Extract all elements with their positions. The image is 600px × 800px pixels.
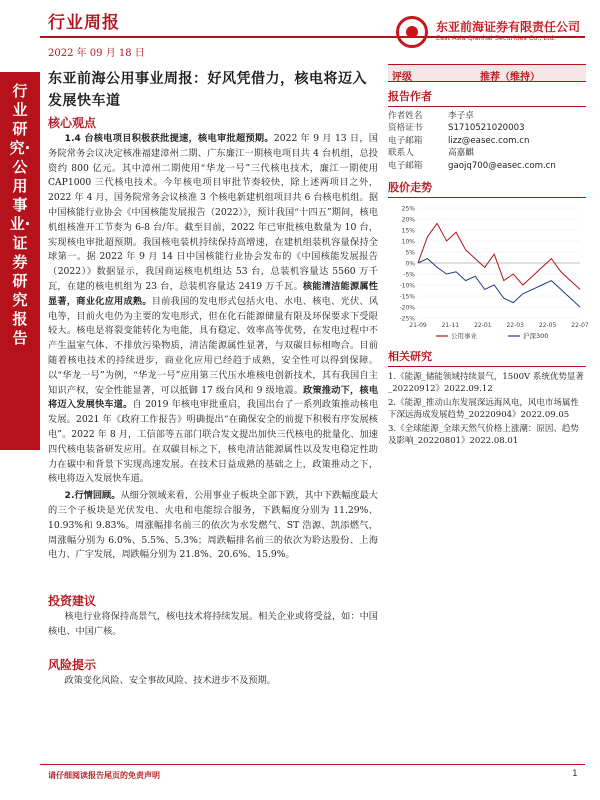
section-invest-title: 投资建议 <box>48 594 97 608</box>
p1-lead: 1.4 台核电项目积极获批提速，核电审批超预期。 <box>64 133 274 144</box>
x-tick-label: 22-01 <box>474 321 492 329</box>
invest-body <box>48 610 378 640</box>
report-type-title: 行业周报 <box>48 13 120 33</box>
y-tick-label: 25% <box>401 205 415 212</box>
related-list <box>388 371 586 449</box>
sidebar-category-text: 行业研究·公用事业·证券研究报告 <box>9 82 31 347</box>
analyst-field-value: 李子卓 <box>448 110 474 121</box>
section-risk-title: 风险提示 <box>48 658 97 672</box>
company-logo <box>396 14 586 54</box>
analyst-row <box>388 135 586 148</box>
x-tick-label: 22-07 <box>571 321 589 329</box>
analyst-row <box>388 160 586 173</box>
analyst-field-label: 作者姓名 <box>388 110 423 121</box>
logo-name-cn: 东亚前海证券有限责任公司 <box>436 20 581 34</box>
related-item[interactable]: 2.《能源_推动山东发展深远海风电，风电市场属性下深远海成发展趋势_20220904》2022.09.05 <box>388 397 579 421</box>
y-tick-label: 0% <box>405 260 415 267</box>
p1c-text: 自 2019 年核电审批重启，我国出台了一系列政策推动核电发展。2021 年《政府工作报告》明确提出“在确保安全的前提下积极有序发展核电”。2022 年 8 月，工信部等五部门联合发文提出加快三代核电的批量化、加速四代核电装备研发应用。在双碳目标之下，核电清洁能源属性以及发电稳定性助力在碳中和背景下实现高速发展。在技术日益成熟的基础之上，政策推动之下，核电将迈入发展快车道。 <box>48 399 379 485</box>
stock-chart <box>388 202 589 342</box>
footer-divider <box>40 764 585 765</box>
y-tick-label: -15% <box>399 293 415 300</box>
report-date: 2022 年 09 月 18 日 <box>48 48 145 59</box>
analyst-row <box>388 110 586 123</box>
p1b-text: 目前我国的发电形式包括火电、水电、核电、光伏、风电等，目前火电仍为主要的发电形式，但在化石能源储量有限及环保要求下受限较大。核电是将裂变能转化为电能，具有稳定、效率高等优势，在发电过程中不产生温室气体、不排放污染物质，清洁能源属性显著，与双碳目标相吻合。目前随着核电技术的持续进步，商业化应用已经趋于成熟，安全性可以得到保障。以“华龙一号”为例，“华龙一号”应用第三代压水堆核电创新技术，其有我国自主知识产权，安全性能显著，可以抵御 17 级台风和 9 级地震。 <box>48 295 379 396</box>
p1-bold-1: 核能清洁能源属性显著，商业化应用成熟。 <box>48 280 378 307</box>
risk-text: 政策变化风险、安全事故风险、技术进步不及预期。 <box>64 675 276 686</box>
report-headline: 东亚前海公用事业周报：好风凭借力，核电将迈入发展快车道 <box>48 71 367 109</box>
analyst-field-label: 电子邮箱 <box>388 160 423 171</box>
y-tick-label: -5% <box>403 271 415 278</box>
analyst-field-label: 联系人 <box>388 148 414 158</box>
x-tick-label: 21-09 <box>409 321 427 329</box>
y-tick-label: 15% <box>401 227 415 234</box>
section-core-title: 核心观点 <box>48 116 97 130</box>
legend-label: 公用事业 <box>451 331 477 340</box>
analyst-section-title: 报告作者 <box>388 88 586 107</box>
footer-disclaimer: 请仔细阅读报告尾页的免责声明 <box>48 771 160 780</box>
rating-value: 推荐（维持） <box>480 72 540 83</box>
series-line <box>418 258 580 306</box>
related-item[interactable]: 1.《能源_储能领域持续景气，1500V 系统优势显著_20220912》2022.09.12 <box>388 371 584 395</box>
y-tick-label: -20% <box>399 304 415 311</box>
right-column <box>388 64 589 449</box>
analyst-table <box>388 110 586 173</box>
rating-bar <box>388 64 586 82</box>
y-tick-label: -10% <box>399 282 415 289</box>
x-tick-label: 22-05 <box>538 321 557 329</box>
p2-text: 从细分领域来看，公用事业子板块全部下跌，其中下跌幅度最大的三个子板块是光伏发电、火电和电能综合服务，下跌幅度分别为 11.29%、10.93%和 9.83%。周涨幅排名前三的依次为水发燃气、ST 浩源、凯添燃气，周涨幅分别为 6.0%、5.5%、5.3%；周跌幅排名前三的依次为聆达股份、上海电力、广宇发展，周跌幅分别为 21.8%、20.6%、15.9%。 <box>48 490 378 561</box>
related-item[interactable]: 3.《全球能源_全球天然气价格上涨潮：原因、趋势及影响_20220801》2022.08.01 <box>388 423 579 447</box>
y-tick-label: 10% <box>401 238 415 245</box>
risk-body <box>48 674 378 689</box>
analyst-field-label: 资格证书 <box>388 123 423 133</box>
analyst-row <box>388 148 586 161</box>
related-section-title: 相关研究 <box>388 348 586 367</box>
p1-bold-2: 政策推动下，核电将迈入发展快车道。 <box>48 384 379 411</box>
core-body <box>48 132 378 563</box>
y-tick-label: 20% <box>401 216 415 223</box>
analyst-row <box>388 123 586 136</box>
y-tick-label: -25% <box>399 315 415 322</box>
stock-chart-svg <box>388 202 589 342</box>
invest-text: 核电行业将保持高景气，核电技术将持续发展。相关企业或将受益，如：中国核电、中国广核。 <box>48 611 378 637</box>
paragraph-1 <box>48 132 378 487</box>
analyst-field-label: 电子邮箱 <box>388 135 423 146</box>
logo-mark-icon <box>396 16 428 48</box>
chart-section-title: 股价走势 <box>388 179 586 198</box>
analyst-field-value[interactable]: lizz@easec.com.cn <box>448 135 530 146</box>
rating-label: 评级 <box>392 72 412 83</box>
analyst-field-value: 高嘉麒 <box>448 148 474 158</box>
legend-label: 沪深300 <box>523 331 549 340</box>
analyst-field-value: S1710521020003 <box>448 123 525 133</box>
p1-text: 2022 年 9 月 13 日，国务院常务会议决定核准福建漳州二期、广东廉江一期核电项目共 4 台机组，总投资约 800 亿元。其中漳州二期使用“华龙一号”三代核电技术，廉江一期使用 CAP1000 三代核电技术。今年核电项目审批节奏较快，除上述两项目之外，2022 年 4 月，国务院常务会议核准 3 个核电新建机组项目共 6 台核电机组。据中国核能行业协会《中国核能发展报告（2022）》，预计我国“十四五”期间，核电机组核准开工节奏为 6-8 台/年。截至目前，2022 年已审批核电数量为 10 台，实现核电审批超预期。我国核电装机持续保持高增速，在建机组装机容量保持全球第一。据 2022 年 9 月 14 日中国核能行业协会发布的《中国核能发展报告（2022）》数据显示，我国商运核电机组达 53 台，总装机容量达 5560 万千瓦，在建的核电机组为 23 台，总装机容量达 2419 万千瓦。 <box>48 133 378 292</box>
series-line <box>418 223 580 289</box>
logo-name-en: East Asia Qianhai Securities Co., Ltd. <box>436 34 556 42</box>
p2-lead: 2.行情回顾。 <box>64 490 121 502</box>
x-tick-label: 22-03 <box>506 321 524 329</box>
y-tick-label: 5% <box>405 249 415 256</box>
page-number: 1 <box>572 769 578 779</box>
x-tick-label: 21-11 <box>441 321 460 329</box>
analyst-field-value[interactable]: gaojq700@easec.com.cn <box>448 160 556 171</box>
paragraph-2 <box>48 489 378 563</box>
